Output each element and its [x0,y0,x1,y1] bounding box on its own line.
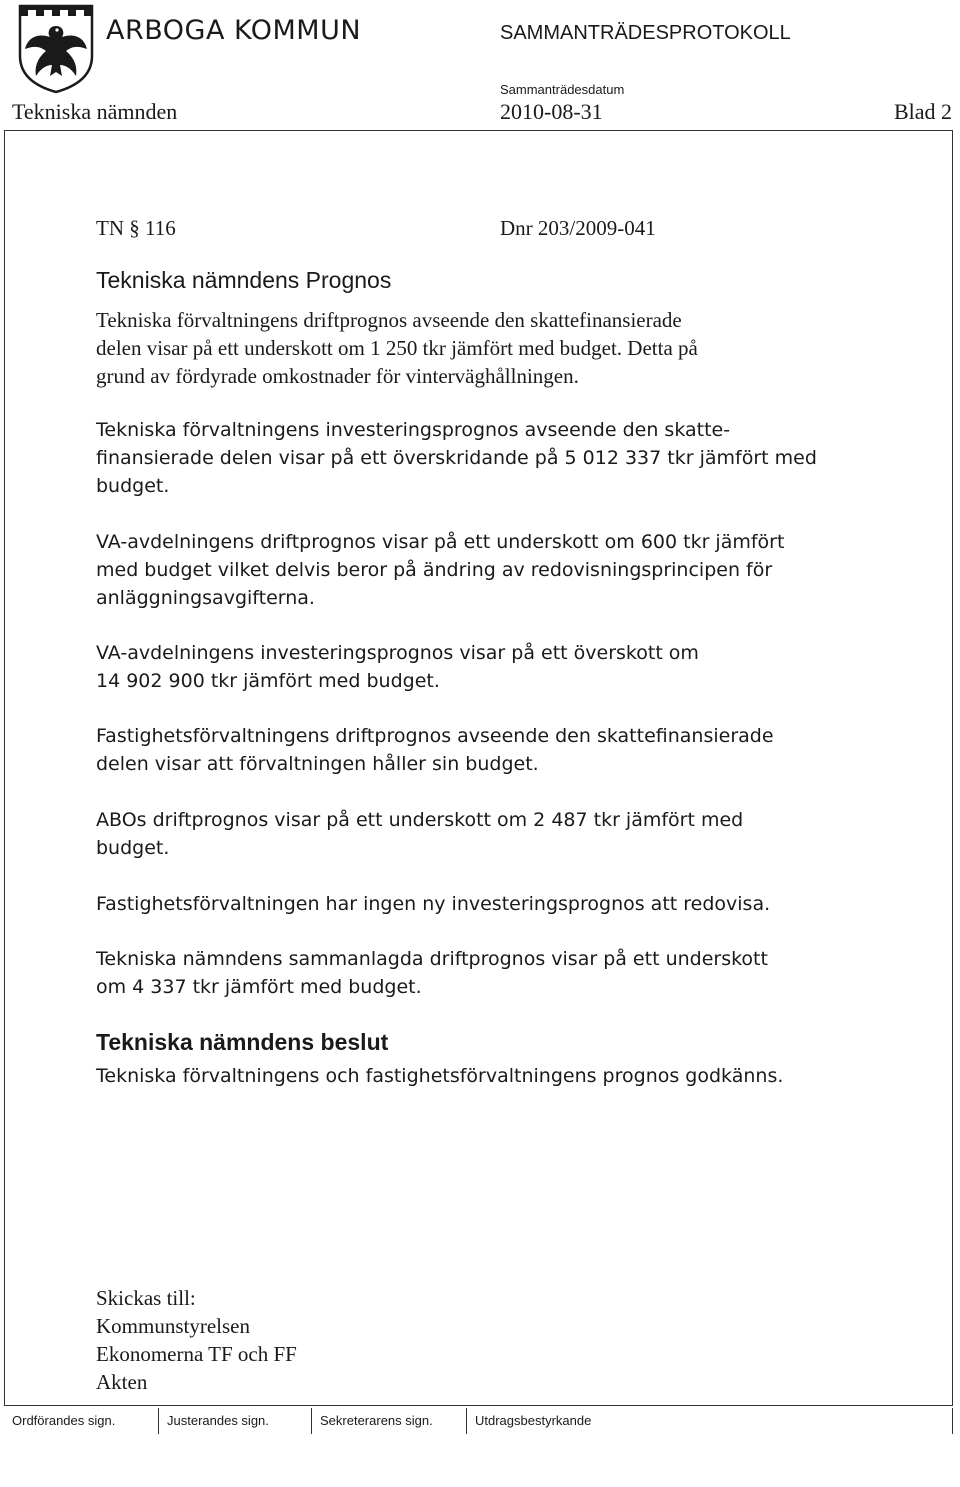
meeting-date: 2010-08-31 [500,99,603,124]
decision-heading: Tekniska nämndens beslut [96,1029,389,1055]
document-type: SAMMANTRÄDESPROTOKOLL [500,22,791,44]
page-number: Blad 2 [893,99,952,124]
organization-name: ARBOGA KOMMUN [106,15,362,46]
paragraph-va-operating: VA-avdelningens driftprognos visar på ett underskott om 600 tkr jämfört med budget vilket delvis beror på ändring av redovisningsprincipen för anläggningsavgifterna. [96,531,785,609]
section-heading: Tekniska nämndens Prognos [96,267,392,293]
paragraph-operating-forecast: Tekniska förvaltningens driftprognos avseende den skattefinansierade delen visar på ett underskott om 1 250 tkr jämfört med budget. Detta på grund av fördyrade omkostnader för vinterväghållningen. [96,308,698,388]
paragraph-property-investment: Fastighetsförvaltningen har ingen ny investeringsprognos att redovisa. [96,893,771,915]
paragraph-abo-operating: ABOs driftprognos visar på ett underskott om 2 487 tkr jämfört med budget. [96,809,744,859]
footer-chair-sign: Ordförandes sign. [4,1408,159,1434]
send-to-label: Skickas till: [96,1286,196,1310]
recipient: Akten [96,1370,148,1394]
case-number: Dnr 203/2009-041 [500,216,656,240]
decision-text: Tekniska förvaltningens och fastighetsförvaltningens prognos godkänns. [96,1065,784,1087]
date-label: Sammanträdesdatum [500,82,625,97]
footer-secretary-sign: Sekreterarens sign. [312,1408,467,1434]
coat-of-arms-logo [16,2,96,94]
send-to-list [96,1284,297,1396]
section-number: TN § 116 [96,216,176,240]
footer-adjuster-sign: Justerandes sign. [159,1408,312,1434]
paragraph-investment-forecast: Tekniska förvaltningens investeringsprognos avseende den skatte- finansierade delen visar på ett överskridande på 5 012 337 tkr jämfört med budget. [96,419,817,497]
recipient: Kommunstyrelsen [96,1314,250,1338]
footer-extract-certified: Utdragsbestyrkande [467,1408,953,1434]
paragraph-property-operating: Fastighetsförvaltningens driftprognos avseende den skattefinansierade delen visar att förvaltningen håller sin budget. [96,725,774,775]
paragraph-total-forecast: Tekniska nämndens sammanlagda driftprognos visar på ett underskott om 4 337 tkr jämfört med budget. [96,948,768,998]
paragraph-va-investment: VA-avdelningens investeringsprognos visar på ett överskott om 14 902 900 tkr jämfört med budget. [96,642,699,692]
recipient: Ekonomerna TF och FF [96,1342,297,1366]
department: Tekniska nämnden [12,99,178,124]
